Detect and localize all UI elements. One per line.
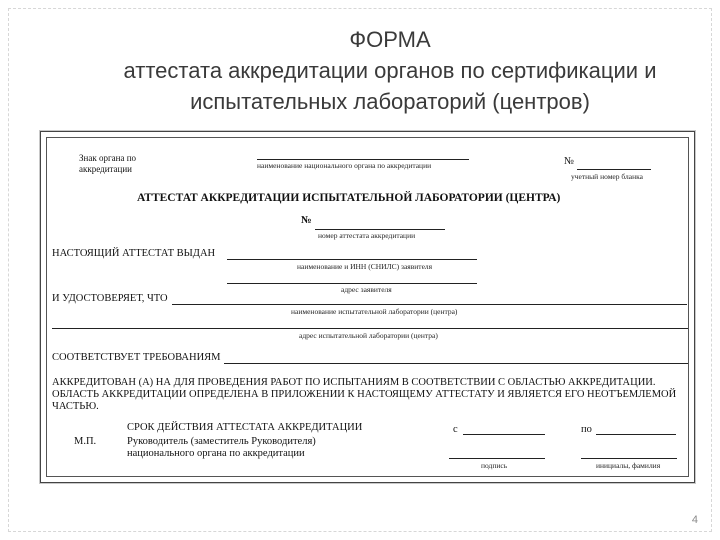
applicant-caption: наименование и ИНН (СНИЛС) заявителя: [297, 262, 433, 271]
blank-number-sign: №: [564, 156, 575, 167]
head-line-1: Руководитель (заместитель Руководителя): [127, 436, 316, 447]
validity-to-label: по: [581, 424, 592, 435]
emblem-label-1: Знак органа по: [79, 153, 137, 163]
slide-title-line-2: аттестата аккредитации органов по сертификации и: [123, 58, 657, 83]
certifies-that-label: И УДОСТОВЕРЯЕТ, ЧТО: [52, 293, 168, 304]
slide-title: [60, 24, 720, 117]
lab-address-caption: адрес испытательной лаборатории (центра): [299, 331, 438, 340]
lab-name-line: [172, 304, 687, 305]
org-name-line: [257, 159, 469, 160]
requirements-line: [224, 363, 688, 364]
validity-to-line: [596, 434, 676, 435]
initials-line: [581, 458, 677, 459]
certificate-number-caption: номер аттестата аккредитации: [318, 231, 416, 240]
applicant-address-caption: адрес заявителя: [341, 285, 392, 294]
slide-title-line-1: ФОРМА: [349, 27, 431, 52]
head-line-2: национального органа по аккредитации: [127, 448, 305, 459]
blank-number-caption: учетный номер бланка: [571, 172, 643, 181]
signature-caption: подпись: [481, 461, 508, 470]
emblem-label-2: аккредитации: [79, 164, 132, 174]
certificate-number-line: [315, 229, 445, 230]
applicant-address-line: [227, 283, 477, 284]
lab-name-caption: наименование испытательной лаборатории (центра): [291, 307, 458, 316]
page-number: 4: [691, 514, 698, 526]
certificate-form: [40, 131, 695, 483]
complies-with-label: СООТВЕТСТВУЕТ ТРЕБОВАНИЯМ: [52, 352, 221, 363]
applicant-line: [227, 259, 477, 260]
accredited-line-1: АККРЕДИТОВАН (А) НА ДЛЯ ПРОВЕДЕНИЯ РАБОТ ПО ИСПЫТАНИЯМ В СООТВЕТСТВИИ С ОБЛАСТЬЮ АККРЕДИТАЦИИ.: [52, 377, 656, 388]
accredited-line-2: ОБЛАСТЬ АККРЕДИТАЦИИ ОПРЕДЕЛЕНА В ПРИЛОЖЕНИИ К НАСТОЯЩЕМУ АТТЕСТАТУ И ЯВЛЯЕТСЯ ЕГО НЕОТЪЕМЛЕМОЙ: [52, 389, 677, 400]
slide-title-line-3: испытательных лабораторий (центров): [190, 89, 590, 114]
issued-to-label: НАСТОЯЩИЙ АТТЕСТАТ ВЫДАН: [52, 248, 216, 259]
validity-from-label: с: [453, 424, 458, 435]
blank-number-line: [577, 169, 651, 170]
org-name-caption: наименование национального органа по аккредитации: [257, 161, 432, 170]
validity-from-line: [463, 434, 545, 435]
certificate-title: АТТЕСТАТ АККРЕДИТАЦИИ ИСПЫТАТЕЛЬНОЙ ЛАБОРАТОРИИ (ЦЕНТРА): [137, 192, 561, 204]
validity-label: СРОК ДЕЙСТВИЯ АТТЕСТАТА АККРЕДИТАЦИИ: [127, 422, 363, 433]
signature-line: [449, 458, 545, 459]
certificate-number-sign: №: [301, 215, 312, 226]
lab-address-line: [52, 328, 688, 329]
accredited-line-3: ЧАСТЬЮ.: [52, 401, 99, 412]
stamp-label: М.П.: [74, 436, 97, 447]
initials-caption: инициалы, фамилия: [596, 461, 661, 470]
